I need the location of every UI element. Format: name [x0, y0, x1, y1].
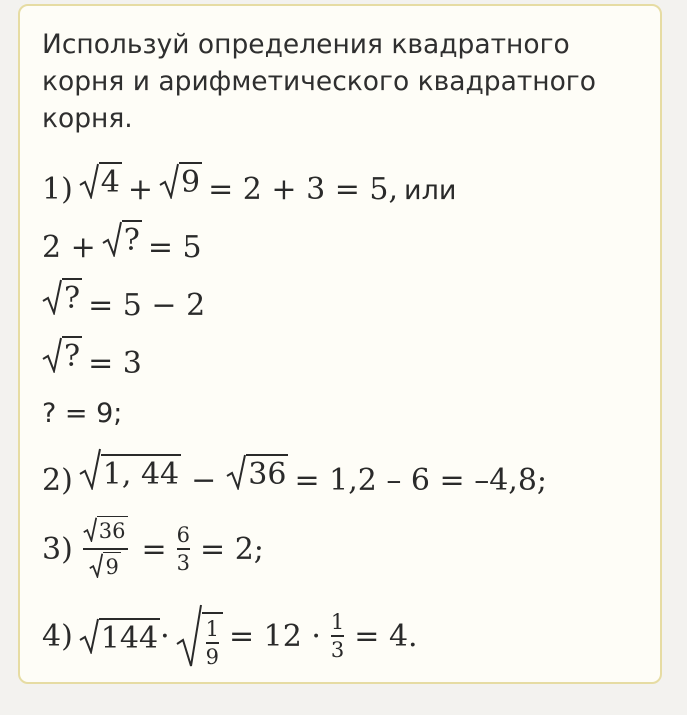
step-1-result: = 2 + 3 = 5, — [208, 171, 399, 207]
sqrt-unknown: ? — [42, 278, 82, 315]
line2-prefix: 2 + — [42, 229, 96, 265]
line4-result: = 3 — [88, 345, 142, 381]
minus-sign: − — [191, 463, 217, 498]
plus-sign: + — [127, 171, 154, 207]
step-3-line — [42, 516, 264, 582]
sqrt-36-small: 36 — [83, 516, 128, 542]
multiply-dot: · — [160, 618, 170, 654]
sqrt-9-small: 9 — [89, 552, 120, 578]
equals-sign: = — [141, 531, 167, 567]
step-4-result: = 4. — [354, 618, 418, 654]
step-3-label: 3) — [42, 531, 73, 567]
step-4-label: 4) — [42, 618, 73, 654]
fraction-6-3: $\frac{6}{3}$ — [176, 523, 191, 576]
step-2-result: = 1,2 – 6 = –4,8; — [294, 463, 548, 498]
step-3-result: = 2; — [200, 531, 264, 567]
sqrt-unknown: ? — [42, 336, 82, 373]
radical-fraction — [83, 516, 128, 582]
line2-result: = 5 — [147, 229, 202, 265]
sqrt-144: 144 — [79, 618, 160, 655]
step-1c-line — [42, 278, 205, 323]
step-1-line — [42, 162, 456, 207]
step-1-label: 1) — [42, 171, 73, 207]
sqrt-36: 36 — [226, 454, 288, 491]
line5-text: ? = 9; — [42, 398, 123, 429]
sqrt-1-44: 1, 44 — [79, 448, 181, 490]
step-4-middle: = 12 · — [228, 618, 321, 654]
line3-result: = 5 − 2 — [88, 287, 206, 323]
step-2-line — [42, 448, 547, 498]
instruction-text: Используй определения квадратного корня и арифметического квадратного корня. — [42, 29, 596, 134]
step-2-label: 2) — [42, 463, 73, 498]
step-1b-line — [42, 220, 202, 265]
sqrt-fraction-1-9: $\frac{1}{9}$ — [176, 604, 223, 668]
sqrt-9: 9 — [159, 162, 202, 199]
step-1e-line — [42, 398, 122, 429]
sqrt-4: 4 — [79, 162, 122, 199]
or-word: или — [404, 174, 457, 206]
fraction-1-3: $\frac{1}{3}$ — [330, 609, 345, 662]
solution-card — [18, 4, 662, 684]
step-4-line — [42, 604, 418, 668]
sqrt-unknown: ? — [102, 220, 142, 257]
step-1d-line — [42, 336, 142, 381]
